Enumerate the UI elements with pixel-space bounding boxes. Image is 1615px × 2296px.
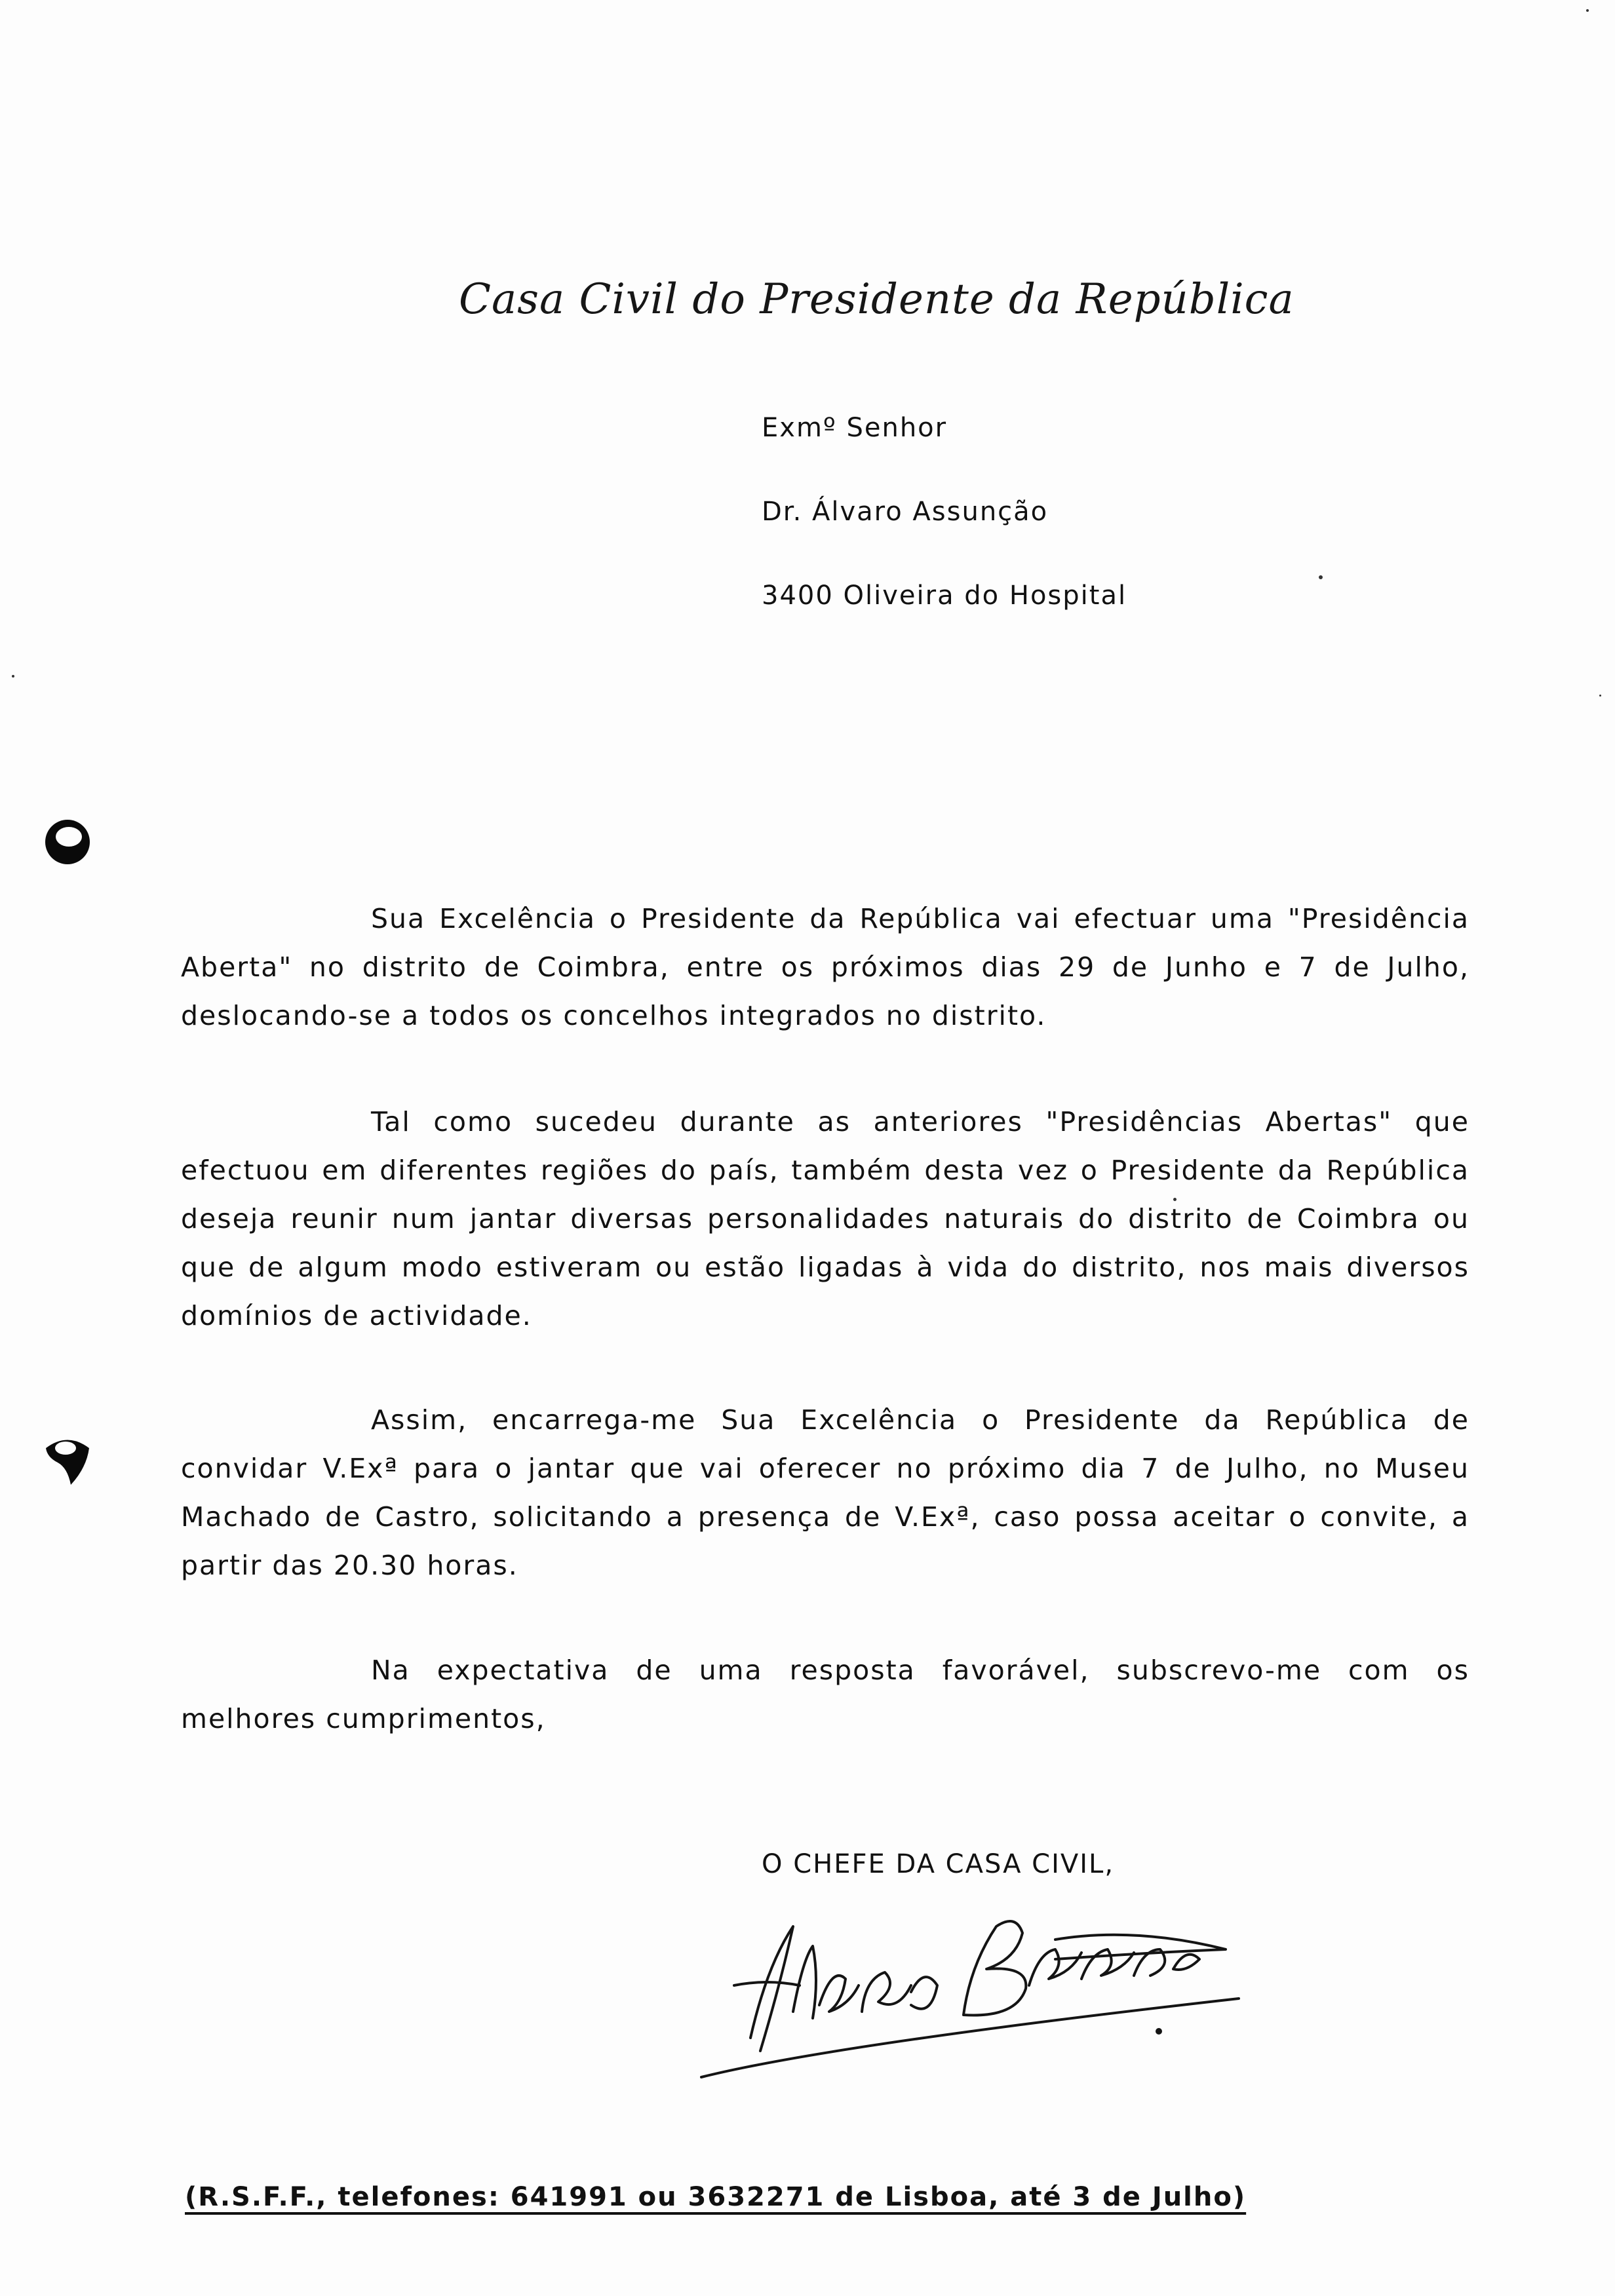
- scan-speck: [1319, 575, 1323, 579]
- scan-speck: [1599, 695, 1601, 697]
- handwritten-signature: [688, 1887, 1252, 2084]
- body-paragraph-4: Na expectativa de uma resposta favorável, subscrevo-me com os melhores cumprimentos,: [181, 1655, 1469, 1734]
- addressee-name: Dr. Álvaro Assunção: [762, 497, 1049, 527]
- scan-speck: [12, 675, 14, 678]
- body-paragraph-2: Tal como sucedeu durante as anteriores "Presidências Abertas" que efectuou em diferentes regiões do país, também desta vez o Presidente da República deseja reunir num jantar diversas personalidades naturais do distrito de Coimbra ou que de algum modo estiveram ou estão ligadas à vida do distrito, nos mais diversos domínios de actividade.: [181, 1106, 1469, 1331]
- addressee-salutation: Exmº Senhor: [762, 413, 948, 443]
- footer-note: (R.S.F.F., telefones: 641991 ou 3632271 de Lisboa, até 3 de Julho): [185, 2182, 1247, 2212]
- body-paragraph-3: Assim, encarrega-me Sua Excelência o Presidente da República de convidar V.Exª para o jantar que vai oferecer no próximo dia 7 de Julho, no Museu Machado de Castro, solicitando a presença de V.Exª, caso possa aceitar o convite, a partir das 20.30 horas.: [181, 1404, 1469, 1581]
- closing-title: O CHEFE DA CASA CIVIL,: [762, 1849, 1115, 1879]
- addressee-address: 3400 Oliveira do Hospital: [762, 581, 1127, 611]
- punch-hole-bottom: [38, 1428, 97, 1487]
- scan-speck: [1173, 1198, 1177, 1201]
- letterhead: Casa Civil do Presidente da República: [459, 275, 1294, 324]
- scan-speck: [1586, 9, 1589, 12]
- body-paragraph-1: Sua Excelência o Presidente da República vai efectuar uma "Presidência Aberta" no distrito de Coimbra, entre os próximos dias 29 de Junho e 7 de Julho, deslocando-se a todos os concelhos integrados no distrito.: [181, 903, 1469, 1031]
- punch-hole-top: [38, 813, 97, 871]
